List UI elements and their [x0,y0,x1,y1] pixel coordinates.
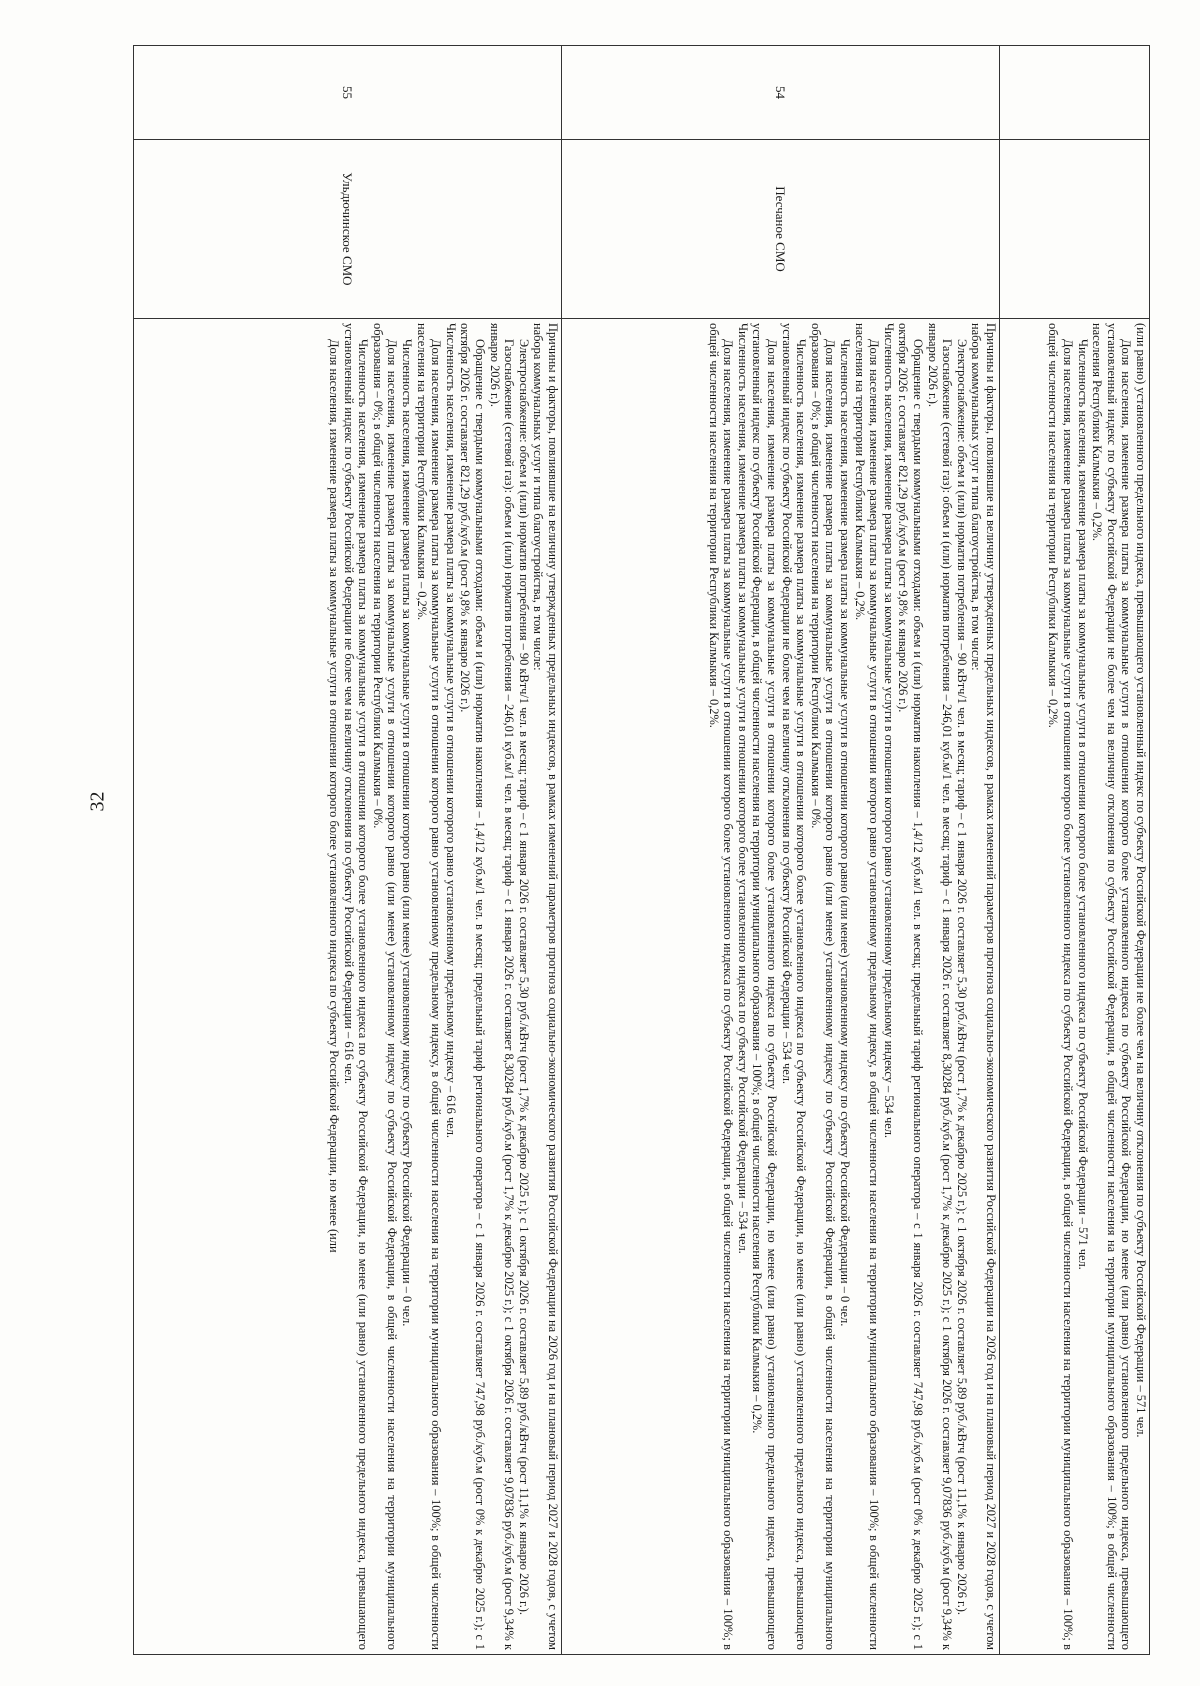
table-row-55 [134,46,562,1655]
paragraph: Доля населения, изменение размера платы за коммунальные услуги в отношении которого более установленного индекса по субъекту Российской Федерации, но менее (или равно) установленного предельного индекса, превышающего установленный индекс по субъекту Российской Федерации не более чем на величину отклонения по субъекту Российской Федерации, в общей численности населения на территории муниципального образования – 100%; в общей численности населения Республики Калмыкия – 0,2%. [1090,323,1134,1650]
paragraph: Доля населения, изменение размера платы за коммунальные услуги в отношении которого равно установленному предельному индексу, в общей численности населения на территории муниципального образования – 100%; в общей численности населения на территории Республики Калмыкия – 0,2%. [852,323,882,1650]
paragraph: Численность населения, изменение размера платы за коммунальные услуги в отношении которого более установленного индекса по субъекту Российской Федерации – 534 чел. [735,323,750,1254]
paragraph: Численность населения, изменение размера платы за коммунальные услуги в отношении которого равно установленному предельному индексу – 616 чел. [443,323,458,1138]
paragraph: Численность населения, изменение размера платы за коммунальные услуги в отношении которого более установленного индекса по субъекту Российской Федерации – 571 чел. [1075,339,1090,1270]
paragraph: Численность населения, изменение размера платы за коммунальные услуги в отношении которого равно установленному предельному индексу – 534 чел. [881,323,896,1138]
paragraph: Причины и факторы, повлиявшие на величину утвержденных предельных индексов, в рамках изменений параметров прогноза социально-экономического развития Российской Федерации на 2026 год и на плановый период 2027 и 2028 годов, с учетом набора коммунальных услуг и типа благоустройства, в том числе: [531,323,560,1650]
paragraph: Численность населения, изменение размера платы за коммунальные услуги в отношении которого более установленного индекса по субъекту Российской Федерации, но менее (или равно) установленного предельного индекса, превышающего установленный индекс по субъекту Российской Федерации не более чем на величину отклонения по субъекту Российской Федерации – 534 чел. [779,323,809,1650]
municipality-name-cell [1000,140,1150,319]
row-number-cell [1000,46,1150,140]
municipality-name-cell: Песчаное СМО [562,140,1000,319]
description-cell [562,319,1000,1655]
description-cell [1000,319,1150,1655]
paragraph: Численность населения, изменение размера платы за коммунальные услуги в отношении которого равно (или менее) установленному индексу по субъекту Российской Федерации – 0 чел. [400,339,415,1327]
indices-table [133,45,1150,1655]
paragraph: Доля населения, изменение размера платы за коммунальные услуги в отношении которого более установленного индекса по субъекту Российской Федерации, но менее (или [327,339,342,1253]
paragraph: Численность населения, изменение размера платы за коммунальные услуги в отношении которого равно (или менее) установленному индексу по субъекту Российской Федерации – 0 чел. [838,339,853,1327]
paragraph: Доля населения, изменение размера платы за коммунальные услуги в отношении которого равно (или менее) установленному индексу по субъекту Российской Федерации, в общей численности населения на территории муниципального образования – 0%; в общей численности населения на территории Республики Калмыкия – 0%. [808,323,838,1650]
table-row-54 [562,46,1000,1655]
paragraph: Обращение с твердыми коммунальными отходами: объем и (или) норматив накопления – 1,4/12 куб.м/1 чел. в месяц; предельный тариф регионального оператора – с 1 января 2026 г. составляет 747,98 руб./куб.м (рост 0% к декабрю 2025 г.); с 1 октября 2026 г. составляет 821,29 руб./куб.м (рост 9,8% к январю 2026 г.). [896,323,926,1650]
paragraph: Причины и факторы, повлиявшие на величину утвержденных предельных индексов, в рамках изменений параметров прогноза социально-экономического развития Российской Федерации на 2026 год и на плановый период 2027 и 2028 годов, с учетом набора коммунальных услуг и типа благоустройства, в том числе: [969,323,998,1650]
page-number: 32 [86,791,109,812]
paragraph: Газоснабжение (сетевой газ): объем и (или) норматив потребления – 246,01 куб.м/1 чел. в месяц; тариф – с 1 января 2026 г. составляет 8,30284 руб./куб.м (рост 1,7% к декабрю 2025 г.); с 1 октября 2026 г. составляет 9,07836 руб./куб.м (рост 9,34% к январю 2026 г.). [487,323,517,1650]
paragraph: Численность населения, изменение размера платы за коммунальные услуги в отношении которого более установленного индекса по субъекту Российской Федерации, но менее (или равно) установленного предельного индекса, превышающего установленный индекс по субъекту Российской Федерации не более чем на величину отклонения по субъекту Российской Федерации – 616 чел. [341,323,371,1650]
row-number-cell: 55 [134,46,562,140]
paragraph: Газоснабжение (сетевой газ): объем и (или) норматив потребления – 246,01 куб.м/1 чел. в месяц; тариф – с 1 января 2026 г. составляет 8,30284 руб./куб.м (рост 1,7% к декабрю 2025 г.); с 1 октября 2026 г. составляет 9,07836 руб./куб.м (рост 9,34% к январю 2026 г.). [925,323,955,1650]
paragraph: Обращение с твердыми коммунальными отходами: объем и (или) норматив накопления – 1,4/12 куб.м/1 чел. в месяц; предельный тариф регионального оператора – с 1 января 2026 г. составляет 747,98 руб./куб.м (рост 0% к декабрю 2025 г.); с 1 октября 2026 г. составляет 821,29 руб./куб.м (рост 9,8% к январю 2026 г.). [458,323,488,1650]
paragraph: Доля населения, изменение размера платы за коммунальные услуги в отношении которого более установленного индекса по субъекту Российской Федерации, в общей численности населения на территории муниципального образования – 100%; в общей численности населения на территории Республики Калмыкия – 0,2%. [1046,323,1076,1650]
municipality-name-cell: Ульдючинское СМО [134,140,562,319]
paragraph: Доля населения, изменение размера платы за коммунальные услуги в отношении которого равно установленному предельному индексу, в общей численности населения на территории муниципального образования – 100%; в общей численности населения на территории Республики Калмыкия – 0,2%. [414,323,444,1650]
paragraph: Доля населения, изменение размера платы за коммунальные услуги в отношении которого более установленного индекса по субъекту Российской Федерации, в общей численности населения на территории муниципального образования – 100%; в общей численности населения на территории Республики Калмыкия – 0,2%. [706,323,736,1650]
description-cell [134,319,562,1655]
row-number-cell: 54 [562,46,1000,140]
paragraph: Доля населения, изменение размера платы за коммунальные услуги в отношении которого равно (или менее) установленному индексу по субъекту Российской Федерации, в общей численности населения на территории муниципального образования – 0%; в общей численности населения на территории Республики Калмыкия – 0%. [370,323,400,1650]
paragraph: Доля населения, изменение размера платы за коммунальные услуги в отношении которого более установленного индекса по субъекту Российской Федерации, но менее (или равно) установленного предельного индекса, превышающего установленный индекс по субъекту Российской Федерации, в общей численности населения на территории муниципального образования – 100%; в общей численности населения Республики Калмыкия – 0,2%. [750,323,780,1650]
rotated-sheet [110,45,1150,1655]
paragraph: Электроснабжение: объем и (или) норматив потребления – 90 кВтч/1 чел. в месяц; тариф – с 1 января 2026 г. составляет 5,30 руб./кВтч (рост 1,7% к декабрю 2025 г.); с 1 октября 2026 г. составляет 5,89 руб./кВтч (рост 11,1% к январю 2026 г.). [516,339,531,1616]
table-row-continuation [1000,46,1150,1655]
paragraph: (или равно) установленного предельного индекса, превышающего установленный индекс по субъекту Российской Федерации не более чем на величину отклонения по субъекту Российской Федерации – 571 чел. [1134,323,1148,1438]
paragraph: Электроснабжение: объем и (или) норматив потребления – 90 кВтч/1 чел. в месяц; тариф – с 1 января 2026 г. составляет 5,30 руб./кВтч (рост 1,7% к декабрю 2025 г.); с 1 октября 2026 г. составляет 5,89 руб./кВтч (рост 11,1% к январю 2026 г.). [954,339,969,1616]
